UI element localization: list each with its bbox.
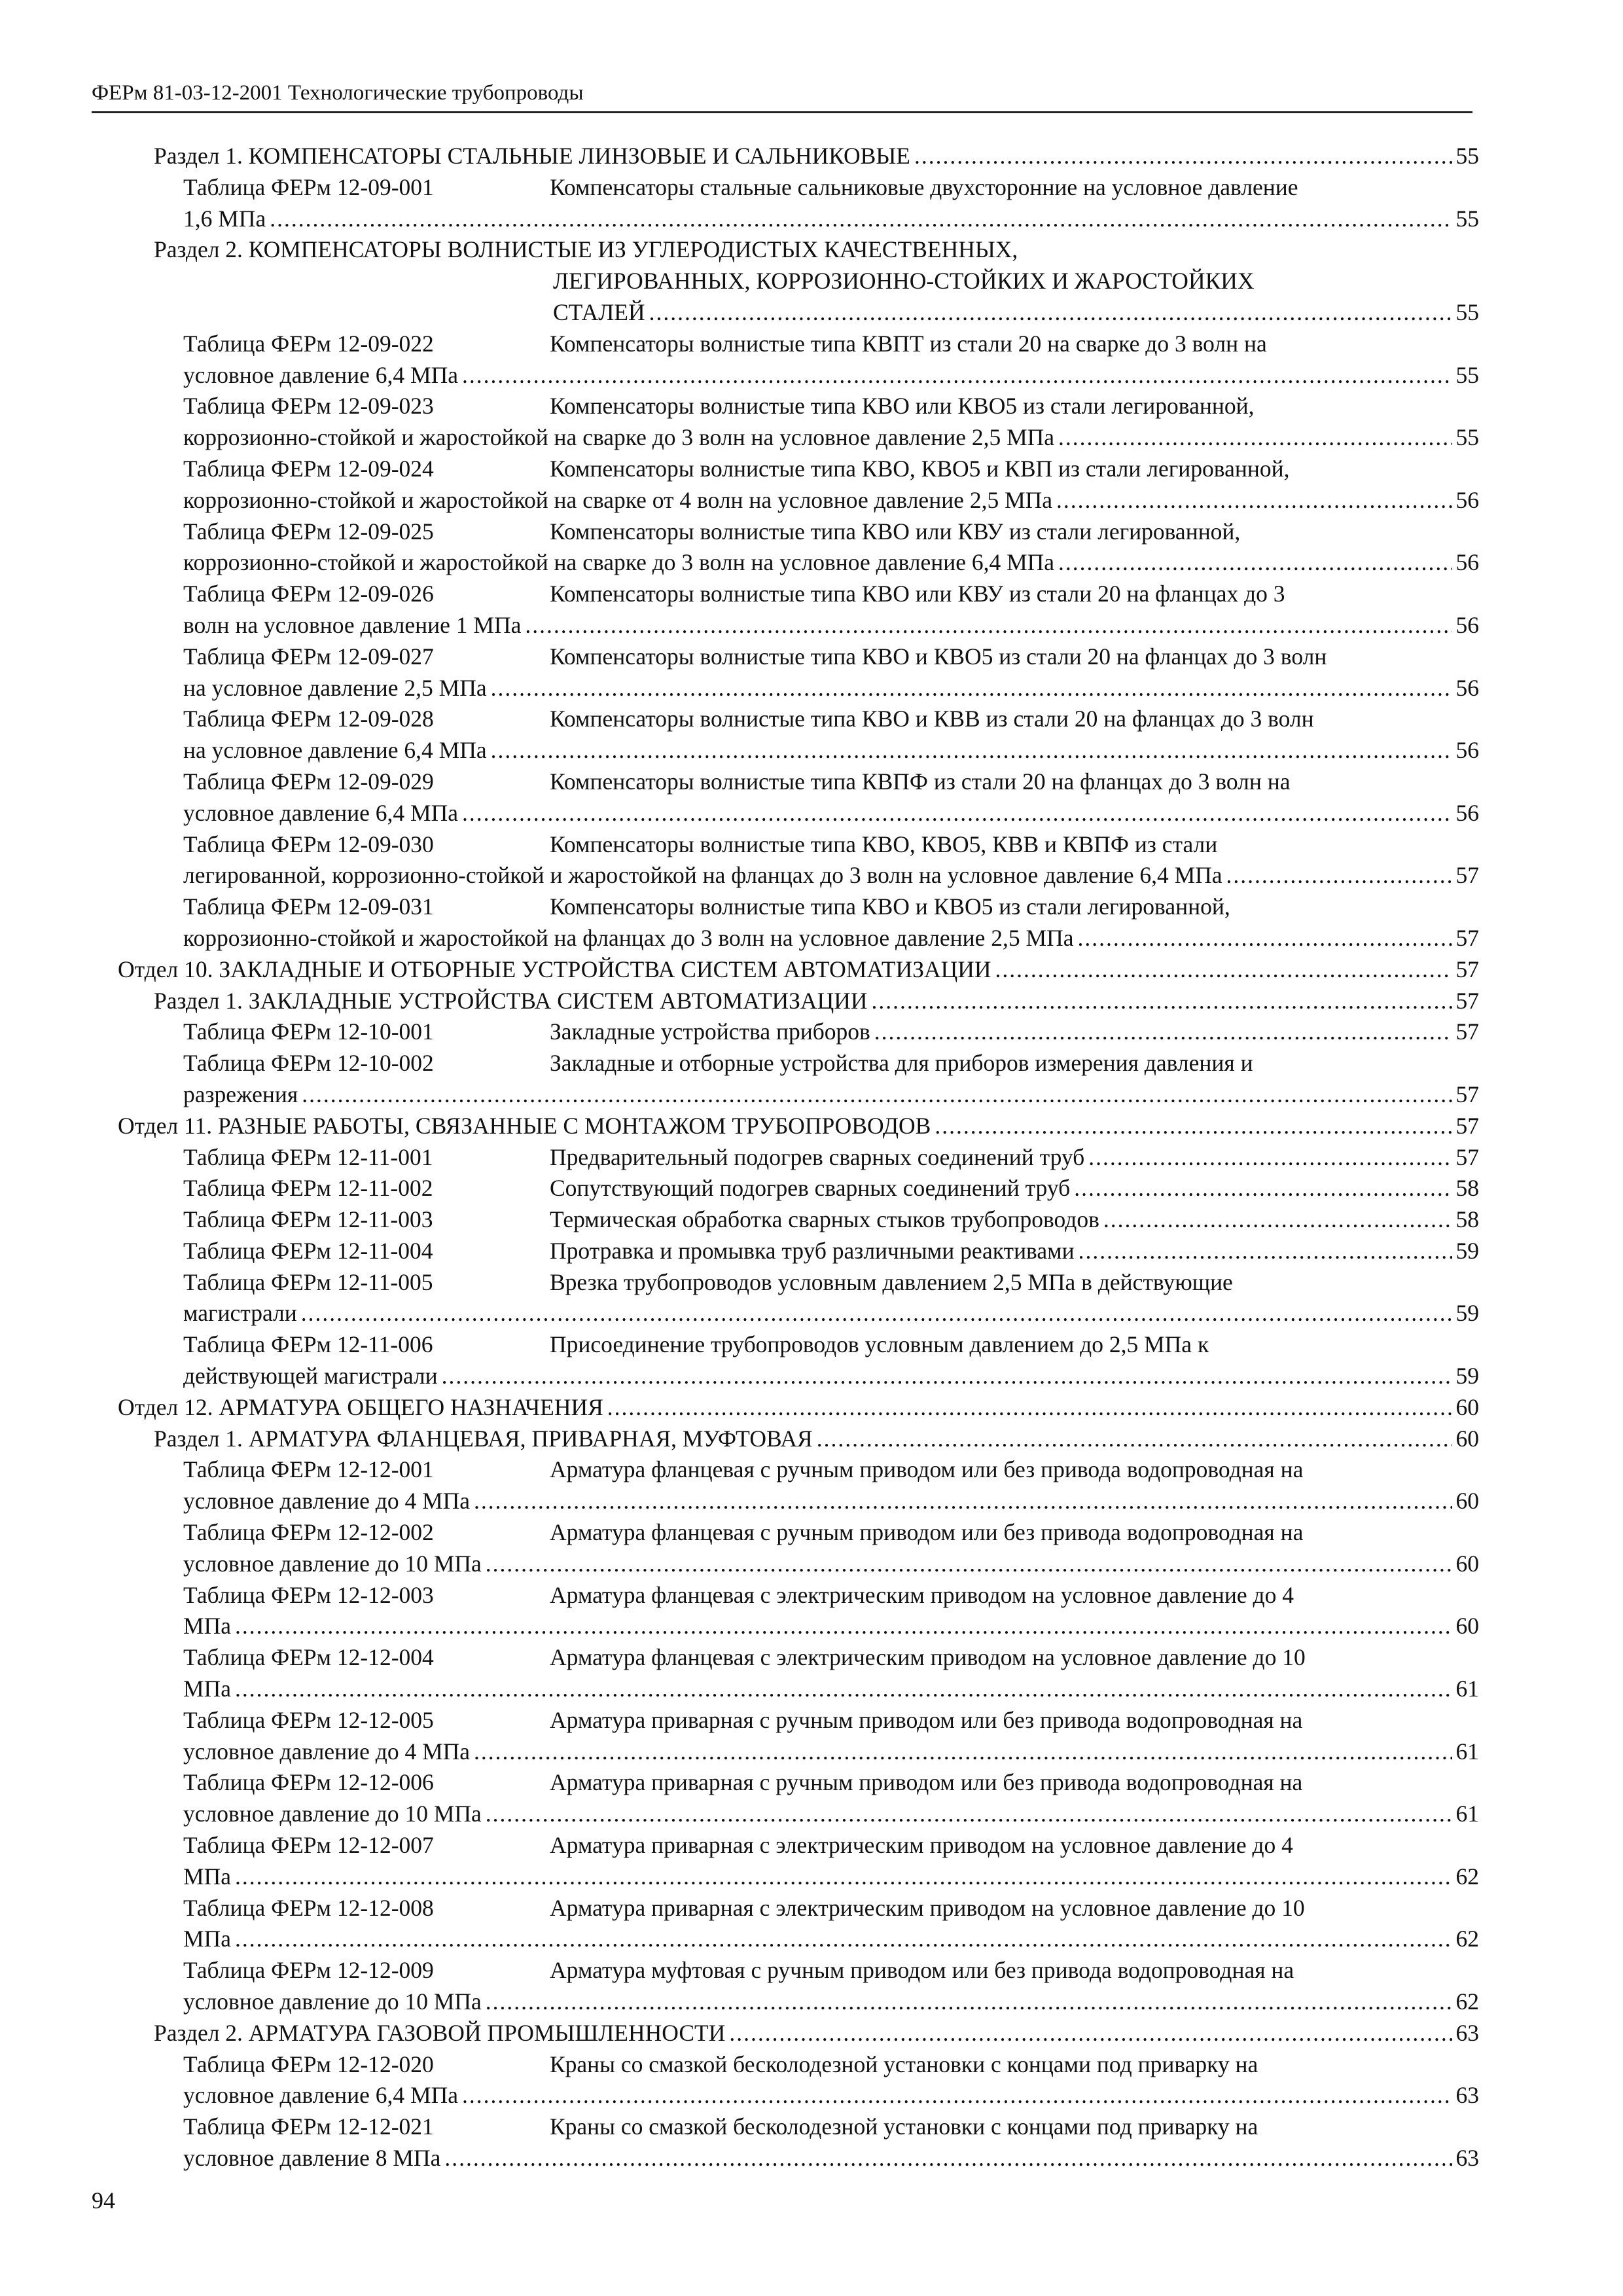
toc-line [118, 954, 1479, 986]
entry-page-number: 61 [1455, 1738, 1479, 1765]
entry-title-text: Краны со смазкой бесколодезной установки с концами под приварку на [550, 2051, 1258, 2077]
entry-title-text: на условное давление 2,5 МПа [183, 674, 487, 701]
table-code: Таблица ФЕРм 12-11-005 [183, 1268, 433, 1295]
toc-line [183, 1329, 1479, 1361]
entry-page-number: 63 [1455, 2082, 1479, 2109]
dot-leader [442, 1361, 1452, 1392]
entry-title-text: МПа [183, 1676, 231, 1702]
entry-title-text: на условное давление 6,4 МПа [183, 737, 487, 764]
table-code: Таблица ФЕРм 12-11-003 [183, 1206, 433, 1233]
toc-entry-razdel[interactable] [111, 2018, 1479, 2049]
entry-page-number: 57 [1455, 924, 1479, 951]
table-code: Таблица ФЕРм 12-11-006 [183, 1331, 433, 1358]
entry-page-number: 59 [1455, 1363, 1479, 1390]
toc-entry-table[interactable] [111, 1267, 1479, 1330]
toc-line [183, 891, 1479, 923]
table-code: Таблица ФЕРм 12-12-001 [183, 1456, 434, 1483]
toc-line [154, 2018, 1479, 2049]
entry-title-text: ЛЕГИРОВАННЫХ, КОРРОЗИОННО-СТОЙКИХ И ЖАРОСТОЙКИХ [553, 268, 1255, 295]
entry-title-text: Компенсаторы волнистые типа КВПФ из стали 20 на фланцах до 3 волн на [550, 768, 1291, 795]
table-code: Таблица ФЕРм 12-09-028 [183, 706, 434, 732]
dot-leader [1103, 1204, 1452, 1236]
toc-line [183, 1705, 1479, 1736]
toc-line [183, 610, 1479, 641]
dot-leader [1074, 1173, 1452, 1204]
dot-leader [817, 1424, 1452, 1455]
dot-leader [474, 1736, 1452, 1768]
table-of-contents [111, 141, 1479, 2174]
table-code: Таблица ФЕРм 12-09-024 [183, 455, 434, 482]
entry-page-number: 63 [1455, 2019, 1479, 2046]
toc-line [183, 1674, 1479, 1705]
toc-line [183, 579, 1479, 610]
entry-title-text: разрежения [183, 1081, 298, 1107]
toc-line [183, 1767, 1479, 1799]
entry-page-number: 58 [1455, 1206, 1479, 1233]
toc-entry-table[interactable] [111, 2111, 1479, 2174]
entry-page-number: 59 [1455, 1237, 1479, 1264]
entry-title-text: легированной, коррозионно-стойкой и жаростойкой на фланцах до 3 волн на условное давление 6,4 МПа [183, 862, 1222, 889]
toc-entry-table[interactable] [111, 891, 1479, 954]
entry-title-text: Врезка трубопроводов условным давлением 2,5 МПа в действующие [550, 1268, 1233, 1295]
entry-page-number: 56 [1455, 549, 1479, 576]
table-code: Таблица ФЕРм 12-09-026 [183, 581, 434, 607]
toc-line [183, 516, 1479, 548]
toc-line [183, 673, 1479, 704]
table-code: Таблица ФЕРм 12-10-002 [183, 1050, 434, 1077]
entry-title-text: условное давление 6,4 МПа [183, 2082, 458, 2109]
dot-leader [491, 735, 1452, 766]
toc-line [118, 1111, 1479, 1142]
entry-title-text: коррозионно-стойкой и жаростойкой на сварке до 3 волн на условное давление 2,5 МПа [183, 424, 1055, 451]
entry-title-text: условное давление до 4 МПа [183, 1488, 471, 1515]
toc-line [183, 454, 1479, 485]
entry-title-text: Компенсаторы стальные сальниковые двухсторонние на условное давление [550, 173, 1298, 200]
toc-entry-table[interactable] [111, 1173, 1479, 1204]
entry-page-number: 57 [1455, 1081, 1479, 1107]
table-code: Таблица ФЕРм 12-12-021 [183, 2113, 434, 2140]
entry-title-text: коррозионно-стойкой и жаростойкой на сварке от 4 волн на условное давление 2,5 МПа [183, 486, 1053, 513]
toc-entry-table[interactable] [111, 766, 1479, 829]
entry-title-text: Арматура фланцевая с ручным приводом или без привода водопроводная на [550, 1519, 1304, 1546]
entry-title-text: Компенсаторы волнистые типа КВО или КВО5 из стали легированной, [550, 393, 1255, 420]
entry-title-text: Компенсаторы волнистые типа КВО и КВВ из стали 20 на фланцах до 3 волн [550, 706, 1314, 732]
entry-title-text: Отдел 12. АРМАТУРА ОБЩЕГО НАЗНАЧЕНИЯ [118, 1393, 603, 1420]
dot-leader [235, 1674, 1452, 1705]
dot-leader [462, 360, 1452, 391]
toc-line [183, 2049, 1479, 2081]
toc-line [183, 766, 1479, 798]
entry-title-text: Отдел 11. РАЗНЫЕ РАБОТЫ, СВЯЗАННЫЕ С МОНТАЖОМ ТРУБОПРОВОДОВ [118, 1112, 931, 1139]
dot-leader [1088, 1142, 1452, 1174]
toc-line [183, 2080, 1479, 2111]
table-code: Таблица ФЕРм 12-10-001 [183, 1018, 434, 1045]
entry-title-text: Раздел 1. КОМПЕНСАТОРЫ СТАЛЬНЫЕ ЛИНЗОВЫЕ И САЛЬНИКОВЫЕ [154, 143, 910, 169]
dot-leader [871, 986, 1452, 1017]
toc-line [183, 2111, 1479, 2143]
entry-title-text: Присоединение трубопроводов условным давлением до 2,5 МПа к [550, 1331, 1209, 1358]
entry-title-text: условное давление до 10 МПа [183, 1801, 482, 1827]
toc-line [183, 1893, 1479, 1924]
toc-line [183, 1079, 1479, 1111]
entry-page-number: 63 [1455, 2145, 1479, 2171]
entry-page-number: 55 [1455, 298, 1479, 325]
entry-title-text: условное давление до 10 МПа [183, 1988, 482, 2015]
table-code: Таблица ФЕРм 12-11-002 [183, 1175, 433, 1202]
toc-line [183, 1986, 1479, 2018]
entry-page-number: 55 [1455, 205, 1479, 232]
toc-entry-table[interactable] [111, 391, 1479, 454]
table-code: Таблица ФЕРм 12-11-001 [183, 1143, 433, 1170]
toc-entry-table[interactable] [111, 1454, 1479, 1517]
dot-leader [1079, 1236, 1452, 1267]
entry-title-text: МПа [183, 1613, 231, 1640]
dot-leader [474, 1486, 1452, 1517]
entry-title-text: Арматура муфтовая с ручным приводом или без привода водопроводная на [550, 1957, 1294, 1984]
dot-leader [649, 297, 1452, 329]
toc-entry-table[interactable] [111, 1236, 1479, 1267]
toc-entry-table[interactable] [111, 1767, 1479, 1830]
entry-title-text: Сопутствующий подогрев сварных соединений труб [550, 1175, 1071, 1202]
toc-line [183, 1736, 1479, 1768]
toc-entry-table[interactable] [111, 1517, 1479, 1580]
entry-page-number: 56 [1455, 737, 1479, 764]
dot-leader [235, 1611, 1452, 1642]
dot-leader [486, 1799, 1452, 1830]
entry-page-number: 57 [1455, 862, 1479, 889]
toc-entry-otdel[interactable] [111, 954, 1479, 986]
toc-line [183, 485, 1479, 516]
dot-leader [1058, 422, 1452, 454]
toc-entry-table[interactable] [111, 1016, 1479, 1048]
dot-leader [607, 1392, 1452, 1424]
toc-line [183, 1861, 1479, 1893]
toc-line [183, 391, 1479, 422]
toc-line [183, 798, 1479, 829]
toc-line [183, 1799, 1479, 1830]
dot-leader [914, 141, 1452, 172]
entry-page-number: 57 [1455, 1143, 1479, 1170]
entry-title-text: условное давление до 4 МПа [183, 1738, 471, 1765]
dot-leader [729, 2018, 1452, 2049]
entry-title-text: 1,6 МПа [183, 205, 266, 232]
entry-title-text: условное давление 6,4 МПа [183, 799, 458, 826]
table-code: Таблица ФЕРм 12-12-006 [183, 1769, 434, 1796]
toc-line [183, 1955, 1479, 1986]
dot-leader [486, 1986, 1452, 2018]
table-code: Таблица ФЕРм 12-12-004 [183, 1644, 434, 1671]
table-code: Таблица ФЕРм 12-09-025 [183, 518, 434, 545]
toc-line [183, 1642, 1479, 1674]
toc-line [183, 1048, 1479, 1079]
toc-entry-table[interactable] [111, 2049, 1479, 2112]
toc-line [183, 1517, 1479, 1549]
entry-title-text: Компенсаторы волнистые типа КВО или КВУ из стали 20 на фланцах до 3 [550, 581, 1285, 607]
toc-entry-razdel[interactable] [111, 234, 1479, 328]
toc-entry-table[interactable] [111, 641, 1479, 704]
entry-title-text: условное давление 8 МПа [183, 2145, 441, 2171]
entry-title-text: МПа [183, 1926, 231, 1952]
entry-title-text: магистрали [183, 1300, 297, 1327]
table-code: Таблица ФЕРм 12-09-027 [183, 643, 434, 670]
toc-line [154, 141, 1479, 172]
toc-entry-razdel[interactable] [111, 986, 1479, 1017]
toc-line [183, 641, 1479, 673]
dot-leader [491, 673, 1452, 704]
dot-leader [302, 1079, 1452, 1111]
entry-page-number: 55 [1455, 424, 1479, 451]
entry-title-text: условное давление до 10 МПа [183, 1550, 482, 1577]
toc-entry-table[interactable] [111, 1048, 1479, 1111]
toc-entry-table[interactable] [111, 829, 1479, 892]
toc-entry-table[interactable] [111, 454, 1479, 516]
entry-title-text: коррозионно-стойкой и жаростойкой на фланцах до 3 волн на условное давление 2,5 МПа [183, 924, 1074, 951]
entry-title-text: Раздел 1. ЗАКЛАДНЫЕ УСТРОЙСТВА СИСТЕМ АВТОМАТИЗАЦИИ [154, 987, 868, 1014]
toc-entry-table[interactable] [111, 516, 1479, 579]
entry-page-number: 57 [1455, 1018, 1479, 1045]
dot-leader [301, 1298, 1452, 1329]
entry-page-number: 61 [1455, 1676, 1479, 1702]
dot-leader [444, 2143, 1452, 2174]
entry-page-number: 57 [1455, 1112, 1479, 1139]
toc-line [183, 2143, 1479, 2174]
toc-entry-razdel[interactable] [111, 141, 1479, 172]
toc-line [183, 547, 1479, 579]
toc-entry-table[interactable] [111, 1955, 1479, 2018]
entry-title-text: Арматура приварная с электрическим приводом на условное давление до 4 [550, 1832, 1293, 1859]
entry-title-text: Арматура фланцевая с электрическим приводом на условное давление до 4 [550, 1581, 1294, 1608]
toc-line [183, 860, 1479, 891]
entry-page-number: 58 [1455, 1175, 1479, 1202]
dot-leader [935, 1111, 1452, 1142]
toc-line [183, 1204, 1479, 1236]
entry-title-text: Компенсаторы волнистые типа КВПТ из стали 20 на сварке до 3 волн на [550, 330, 1267, 357]
toc-entry-razdel[interactable] [111, 1424, 1479, 1455]
table-code: Таблица ФЕРм 12-12-020 [183, 2051, 434, 2077]
dot-leader [1058, 547, 1452, 579]
entry-title-text: Предварительный подогрев сварных соединений труб [550, 1143, 1085, 1170]
entry-title-text: Компенсаторы волнистые типа КВО, КВО5 и КВП из стали легированной, [550, 455, 1290, 482]
running-header [92, 79, 1472, 113]
toc-line [183, 1142, 1479, 1174]
table-code: Таблица ФЕРм 12-12-007 [183, 1832, 434, 1859]
entry-page-number: 60 [1455, 1393, 1479, 1420]
entry-page-number: 56 [1455, 799, 1479, 826]
dot-leader [270, 204, 1452, 235]
entry-title-text: Раздел 2. КОМПЕНСАТОРЫ ВОЛНИСТЫЕ ИЗ УГЛЕРОДИСТЫХ КАЧЕСТВЕННЫХ, [154, 236, 1018, 263]
entry-title-text: Раздел 2. АРМАТУРА ГАЗОВОЙ ПРОМЫШЛЕННОСТИ [154, 2019, 726, 2046]
entry-page-number: 56 [1455, 674, 1479, 701]
entry-title-text: Термическая обработка сварных стыков трубопроводов [550, 1206, 1099, 1233]
toc-entry-table[interactable] [111, 1580, 1479, 1643]
entry-title-text: волн на условное давление 1 МПа [183, 611, 522, 638]
entry-title-text: коррозионно-стойкой и жаростойкой на сварке до 3 волн на условное давление 6,4 МПа [183, 549, 1055, 576]
table-code: Таблица ФЕРм 12-12-003 [183, 1581, 434, 1608]
entry-page-number: 61 [1455, 1801, 1479, 1827]
toc-line [183, 329, 1479, 360]
toc-entry-otdel[interactable] [111, 1392, 1479, 1424]
dot-leader [1056, 485, 1452, 516]
toc-line [183, 1173, 1479, 1204]
toc-line [183, 1267, 1479, 1299]
page-number: 94 [92, 2187, 115, 2214]
entry-page-number: 59 [1455, 1300, 1479, 1327]
toc-line [183, 1580, 1479, 1611]
toc-line [183, 1454, 1479, 1486]
toc-line [183, 1298, 1479, 1329]
dot-leader [462, 2080, 1452, 2111]
toc-entry-table[interactable] [111, 1642, 1479, 1705]
entry-title-text: Закладные устройства приборов [550, 1018, 870, 1045]
toc-line [183, 172, 1479, 204]
toc-entry-table[interactable] [111, 579, 1479, 641]
entry-page-number: 62 [1455, 1926, 1479, 1952]
dot-leader [235, 1924, 1452, 1955]
toc-line [118, 1392, 1479, 1424]
table-code: Таблица ФЕРм 12-12-005 [183, 1706, 434, 1733]
dot-leader [1226, 860, 1452, 891]
toc-line [183, 1830, 1479, 1861]
toc-entry-table[interactable] [111, 329, 1479, 391]
toc-line [154, 266, 1479, 297]
entry-title-text: Краны со смазкой бесколодезной установки с концами под приварку на [550, 2113, 1258, 2140]
entry-title-text: Раздел 1. АРМАТУРА ФЛАНЦЕВАЯ, ПРИВАРНАЯ, МУФТОВАЯ [154, 1425, 813, 1452]
entry-page-number: 62 [1455, 1863, 1479, 1890]
table-code: Таблица ФЕРм 12-09-023 [183, 393, 434, 420]
toc-entry-table[interactable] [111, 1830, 1479, 1893]
entry-page-number: 56 [1455, 486, 1479, 513]
entry-page-number: 57 [1455, 987, 1479, 1014]
dot-leader [874, 1016, 1452, 1048]
entry-page-number: 60 [1455, 1550, 1479, 1577]
toc-line [183, 204, 1479, 235]
entry-title-text: Арматура фланцевая с электрическим приводом на условное давление до 10 [550, 1644, 1306, 1671]
toc-entry-table[interactable] [111, 1893, 1479, 1956]
table-code: Таблица ФЕРм 12-11-004 [183, 1237, 433, 1264]
dot-leader [1077, 923, 1452, 954]
toc-line [183, 1611, 1479, 1642]
toc-line [183, 1236, 1479, 1267]
toc-entry-table[interactable] [111, 1705, 1479, 1768]
toc-entry-table[interactable] [111, 704, 1479, 766]
toc-line [183, 1361, 1479, 1392]
entry-title-text: Компенсаторы волнистые типа КВО или КВУ из стали легированной, [550, 518, 1241, 545]
toc-entry-otdel[interactable] [111, 1111, 1479, 1142]
entry-page-number: 62 [1455, 1988, 1479, 2015]
table-code: Таблица ФЕРм 12-09-030 [183, 831, 434, 857]
dot-leader [995, 954, 1452, 986]
entry-title-text: действующей магистрали [183, 1363, 438, 1390]
entry-title-text: Арматура приварная с ручным приводом или без привода водопроводная на [550, 1706, 1303, 1733]
table-code: Таблица ФЕРм 12-12-009 [183, 1957, 434, 1984]
toc-line [183, 1549, 1479, 1580]
toc-line [183, 829, 1479, 861]
toc-line [183, 1486, 1479, 1517]
entry-title-text: Отдел 10. ЗАКЛАДНЫЕ И ОТБОРНЫЕ УСТРОЙСТВА СИСТЕМ АВТОМАТИЗАЦИИ [118, 956, 991, 982]
entry-title-text: Компенсаторы волнистые типа КВО и КВО5 из стали легированной, [550, 893, 1230, 920]
toc-entry-table[interactable] [111, 1204, 1479, 1236]
dot-leader [235, 1861, 1452, 1893]
toc-line [183, 704, 1479, 735]
dot-leader [525, 610, 1452, 641]
toc-line [183, 1016, 1479, 1048]
toc-line [183, 923, 1479, 954]
toc-line [183, 422, 1479, 454]
entry-page-number: 57 [1455, 956, 1479, 982]
toc-line [154, 1424, 1479, 1455]
entry-title-text: МПа [183, 1863, 231, 1890]
entry-title-text: Арматура приварная с электрическим приводом на условное давление до 10 [550, 1894, 1305, 1921]
toc-entry-table[interactable] [111, 1329, 1479, 1392]
table-code: Таблица ФЕРм 12-12-002 [183, 1519, 434, 1546]
entry-page-number: 55 [1455, 143, 1479, 169]
toc-entry-table[interactable] [111, 1142, 1479, 1174]
dot-leader [462, 798, 1452, 829]
table-code: Таблица ФЕРм 12-09-029 [183, 768, 434, 795]
entry-title-text: Арматура приварная с ручным приводом или без привода водопроводная на [550, 1769, 1303, 1796]
table-code: Таблица ФЕРм 12-09-022 [183, 330, 434, 357]
entry-title-text: Компенсаторы волнистые типа КВО и КВО5 из стали 20 на фланцах до 3 волн [550, 643, 1327, 670]
entry-page-number: 56 [1455, 611, 1479, 638]
entry-page-number: 55 [1455, 361, 1479, 388]
toc-line [154, 986, 1479, 1017]
entry-title-text: Протравка и промывка труб различными реактивами [550, 1237, 1075, 1264]
table-code: Таблица ФЕРм 12-12-008 [183, 1894, 434, 1921]
entry-page-number: 60 [1455, 1613, 1479, 1640]
toc-entry-table[interactable] [111, 172, 1479, 235]
entry-title-text: Компенсаторы волнистые типа КВО, КВО5, КВВ и КВПФ из стали [550, 831, 1218, 857]
toc-line [183, 1924, 1479, 1955]
toc-line [183, 360, 1479, 391]
entry-title-text: условное давление 6,4 МПа [183, 361, 458, 388]
entry-page-number: 60 [1455, 1425, 1479, 1452]
running-header-title: ФЕРм 81-03-12-2001 Технологические трубопроводы [92, 81, 584, 105]
entry-title-text: Закладные и отборные устройства для приборов измерения давления и [550, 1050, 1253, 1077]
toc-line [154, 234, 1479, 266]
table-code: Таблица ФЕРм 12-09-031 [183, 893, 434, 920]
toc-line [154, 297, 1479, 329]
entry-page-number: 60 [1455, 1488, 1479, 1515]
table-code: Таблица ФЕРм 12-09-001 [183, 173, 434, 200]
entry-title-text: СТАЛЕЙ [553, 298, 645, 325]
entry-title-text: Арматура фланцевая с ручным приводом или без привода водопроводная на [550, 1456, 1304, 1483]
dot-leader [486, 1549, 1452, 1580]
toc-line [183, 735, 1479, 766]
